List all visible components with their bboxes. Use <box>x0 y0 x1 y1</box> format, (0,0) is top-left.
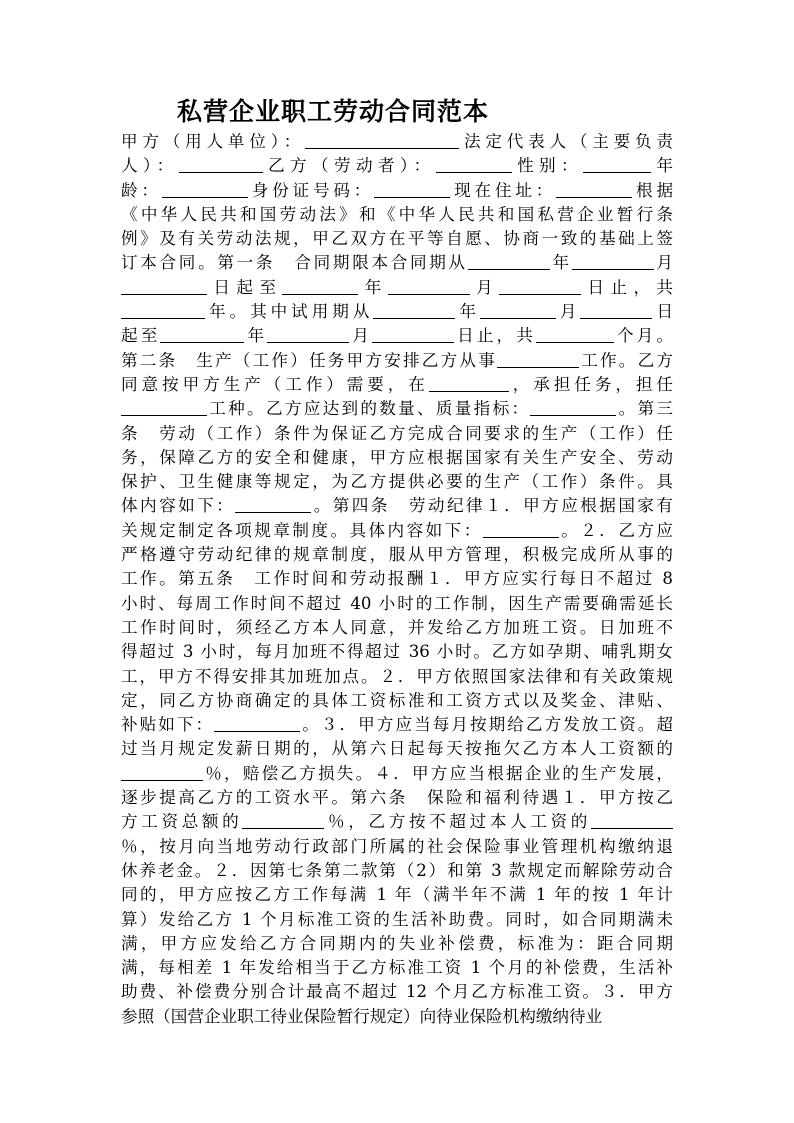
text-segment: 订本合同。第一条 合同期限本合同期从 <box>121 253 468 273</box>
fill-in-blank <box>242 812 324 829</box>
text-segment: 年 <box>358 277 388 297</box>
fill-in-blank <box>372 326 454 343</box>
text-segment: 工作时间时，须经乙方本人同意，并发给乙方加班工资。日加班不 <box>121 617 673 637</box>
text-segment: 。第三 <box>616 399 673 419</box>
fill-in-blank <box>583 156 651 173</box>
text-segment: ％，按月向当地劳动行政部门所属的社会保险事业管理机构缴纳退 <box>121 836 673 856</box>
contract-body <box>121 130 673 1029</box>
text-segment: 人）： <box>121 156 179 176</box>
fill-in-blank <box>121 302 205 319</box>
text-segment: 参照（国营企业职工待业保险暂行规定）向待业保险机构缴纳待业 <box>121 1006 603 1026</box>
fill-in-blank <box>121 764 203 781</box>
text-segment: 龄： <box>121 180 162 200</box>
text-line <box>121 324 673 348</box>
text-segment: 法定代表人（主要负责 <box>459 132 673 151</box>
fill-in-blank <box>483 521 559 538</box>
fill-in-blank <box>282 278 358 295</box>
text-line <box>121 908 673 932</box>
text-segment: 月 <box>469 277 500 297</box>
fill-in-blank <box>179 156 263 173</box>
text-segment: 起至 <box>121 326 161 346</box>
text-line <box>121 665 673 689</box>
text-segment: 助费、补偿费分别合计最高不超过 12 个月乙方标准工资。３．甲方 <box>121 982 673 1002</box>
fill-in-blank <box>436 156 512 173</box>
text-line <box>121 470 673 494</box>
text-segment: 过当月规定发薪日期的，从第六日起每天按拖欠乙方本人工资额的 <box>121 739 673 759</box>
fill-in-blank <box>499 278 581 295</box>
text-segment: 《中华人民共和国劳动法》和《中华人民共和国私营企业暂行条 <box>121 204 673 224</box>
text-line <box>121 592 673 616</box>
text-segment: 月 <box>653 253 673 273</box>
text-line <box>121 689 673 713</box>
text-segment: 。２．乙方应 <box>558 520 673 540</box>
text-segment: 得超过 3 小时，每月加班不得超过 36 小时。乙方如孕期、哺乳期女 <box>121 642 673 662</box>
text-segment: 年 <box>455 302 480 322</box>
text-segment: 休养老金。２．因第七条第二款第（2）和第 3 款规定而解除劳动合 <box>121 860 673 880</box>
fill-in-blank <box>480 302 556 319</box>
fill-in-blank <box>388 278 470 295</box>
fill-in-blank <box>160 326 244 343</box>
fill-in-blank <box>162 181 248 198</box>
text-segment: 年 <box>244 326 268 346</box>
fill-in-blank <box>572 253 654 270</box>
text-segment: 工种。乙方应达到的数量、质量指标： <box>207 399 531 419</box>
text-segment: 逐步提高乙方的工资水平。第六条 保险和福利待遇１．甲方按乙 <box>121 788 673 808</box>
text-segment: 工作。第五条 工作时间和劳动报酬１．甲方应实行每日不超过 8 <box>121 569 673 589</box>
text-segment: 定，同乙方协商确定的具体工资标准和工资方式以及奖金、津贴、 <box>121 690 673 710</box>
text-segment: 年。其中试用期从 <box>205 302 374 322</box>
text-line <box>121 956 673 980</box>
text-segment: 性别： <box>511 156 584 176</box>
fill-in-blank <box>536 326 614 343</box>
text-line <box>121 737 673 761</box>
text-line <box>121 446 673 470</box>
text-segment: 关规定制定各项规章制度。具体内容如下： <box>121 520 483 540</box>
text-segment: 同意按甲方生产（工作）需要，在 <box>121 374 429 394</box>
text-line <box>121 130 673 154</box>
text-line <box>121 373 673 397</box>
fill-in-blank <box>267 326 349 343</box>
text-segment: 日 <box>652 302 673 322</box>
text-line <box>121 349 673 373</box>
text-segment: 月 <box>555 302 581 322</box>
fill-in-blank <box>121 278 207 295</box>
text-segment: 务，保障乙方的安全和健康，甲方应根据国家有关生产安全、劳动 <box>121 447 673 467</box>
fill-in-blank <box>580 302 652 319</box>
text-line <box>121 883 673 907</box>
text-segment: ％，乙方按不超过本人工资的 <box>324 812 592 832</box>
text-line <box>121 980 673 1004</box>
text-segment: 第二条 生产（工作）任务甲方安排乙方从事 <box>121 350 497 370</box>
text-segment: 严格遵守劳动纪律的规章制度，服从甲方管理，积极完成所从事的 <box>121 545 673 565</box>
text-line <box>121 397 673 421</box>
text-segment: 年 <box>549 253 572 273</box>
fill-in-blank <box>373 302 455 319</box>
fill-in-blank <box>429 375 509 392</box>
text-segment: 补贴如下： <box>121 715 215 735</box>
text-segment: 现在住址： <box>450 180 557 200</box>
fill-in-blank <box>374 181 450 198</box>
text-line <box>121 179 673 203</box>
text-line <box>121 810 673 834</box>
text-line <box>121 276 673 300</box>
text-segment: 甲方（用人单位）： <box>121 132 306 151</box>
text-segment: 小时、每周工作时间不超过 40 小时的工作制，因生产需要确需延长 <box>121 593 673 613</box>
text-line <box>121 519 673 543</box>
fill-in-blank <box>497 351 579 368</box>
text-segment: 满，甲方应发给乙方合同期内的失业补偿费，标准为：距合同期 <box>121 933 673 953</box>
text-segment: 保护、卫生健康等规定，为乙方提供必要的生产（工作）条件。具 <box>121 472 673 492</box>
text-segment: 。第四条 劳动纪律１．甲方应根据国家有 <box>311 496 673 516</box>
text-segment: 日起至 <box>207 277 283 297</box>
text-line <box>121 786 673 810</box>
fill-in-blank <box>556 181 632 198</box>
fill-in-blank <box>530 399 616 416</box>
text-line <box>121 203 673 227</box>
text-segment: 身份证号码： <box>247 180 375 200</box>
text-line <box>121 859 673 883</box>
fill-in-blank <box>305 132 459 149</box>
document-title: 私营企业职工劳动合同范本 <box>177 97 490 126</box>
fill-in-blank <box>591 812 673 829</box>
text-segment: 工，甲方不得安排其加班加点。２．甲方依照国家法律和有关政策规 <box>121 666 673 686</box>
text-line <box>121 494 673 518</box>
text-line <box>121 422 673 446</box>
text-segment: 。３．甲方应当每月按期给乙方发放工资。超 <box>300 715 673 735</box>
text-segment: 根据 <box>632 180 673 200</box>
text-segment: 体内容如下： <box>121 496 236 516</box>
text-segment: ，承担任务，担任 <box>508 374 673 394</box>
text-line <box>121 616 673 640</box>
fill-in-blank <box>121 399 207 416</box>
text-segment: 例》及有关劳动法规，甲乙双方在平等自愿、协商一致的基础上签 <box>121 229 673 249</box>
text-segment: 日止，共 <box>454 326 536 346</box>
text-segment: 个月。 <box>613 326 673 346</box>
text-segment: 满，每相差 1 年发给相当于乙方标准工资 1 个月的补偿费，生活补 <box>121 958 673 978</box>
text-segment: 算）发给乙方 1 个月标准工资的生活补助费。同时，如合同期满未 <box>121 909 673 929</box>
text-segment: 日止，共 <box>581 277 673 297</box>
text-segment: 同的，甲方应按乙方工作每满 1 年（满半年不满 1 年的按 1 年计 <box>121 885 673 905</box>
text-line <box>121 227 673 251</box>
text-line <box>121 640 673 664</box>
text-line <box>121 835 673 859</box>
text-segment: 年 <box>651 156 673 176</box>
fill-in-blank <box>214 715 300 732</box>
text-segment: 条 劳动（工作）条件为保证乙方完成合同要求的生产（工作）任 <box>121 423 673 443</box>
fill-in-blank <box>235 496 311 513</box>
text-line <box>121 1005 673 1029</box>
text-segment: 工作。乙方 <box>579 350 673 370</box>
text-line <box>121 300 673 324</box>
text-line <box>121 543 673 567</box>
text-segment: ％，赔偿乙方损失。４．甲方应当根据企业的生产发展， <box>203 763 673 783</box>
text-line <box>121 932 673 956</box>
text-line <box>121 567 673 591</box>
text-line <box>121 762 673 786</box>
fill-in-blank <box>468 253 550 270</box>
text-segment: 方工资总额的 <box>121 812 243 832</box>
text-line <box>121 154 673 178</box>
text-line <box>121 251 673 275</box>
text-segment: 乙方（劳动者）： <box>262 156 436 176</box>
text-segment: 月 <box>349 326 373 346</box>
text-line <box>121 713 673 737</box>
